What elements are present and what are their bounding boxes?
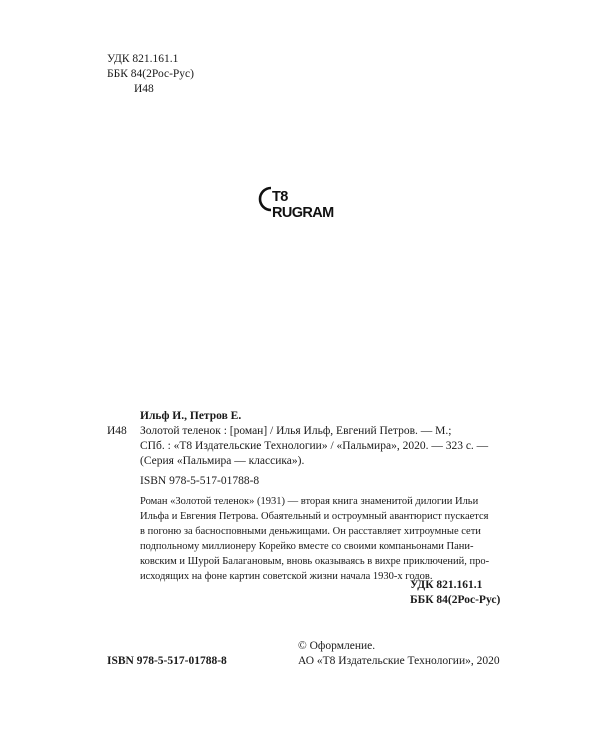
catalog-author-mark: И48 [107,425,127,437]
header-udk: УДК 821.161.1 [107,53,179,65]
header-bbk: ББК 84(2Рос-Рус) [107,68,194,80]
annotation [140,494,489,584]
catalog-isbn: ISBN 978-5-517-01788-8 [140,475,260,487]
footer-isbn: ISBN 978-5-517-01788-8 [107,655,227,667]
annotation-line: подпольному миллионеру Корейко вместе со своими компаньонами Пани- [140,541,474,552]
annotation-line: в погоню за басносповными деньжищами. Он расставляет хитроумные сети [140,526,481,537]
annotation-line: Ильфа и Евгения Петрова. Обаятельный и остроумный авантюрист пускается [140,511,489,522]
annotation-line: ковским и Шурой Балагановым, вновь оказываясь в вихре приключений, про- [140,556,490,567]
logo-text: T8 RUGRAM [272,189,334,221]
catalog-authors: Ильф И., Петров Е. [140,410,242,422]
publisher-logo [258,184,348,221]
catalog-line-1: Золотой теленок : [роман] / Илья Ильф, Евгений Петров. — М.; [140,425,452,437]
annotation-line: Роман «Золотой теленок» (1931) — вторая книга знаменитой дилогии Ильи [140,496,479,507]
catalog-line-2: СПб. : «Т8 Издательские Технологии» / «Пальмира», 2020. — 323 с. — [140,440,489,452]
copyright-line-1: © Оформление. [298,640,376,652]
copyright-line-2: АО «Т8 Издательские Технологии», 2020 [298,655,500,667]
classification-bbk: ББК 84(2Рос-Рус) [410,594,501,606]
classification-udk: УДК 821.161.1 [410,579,483,591]
annotation-line: исходящих на фоне картин советской жизни начала 1930-х годов. [140,571,433,582]
header-author-mark: И48 [134,83,154,95]
catalog-line-3: (Серия «Пальмира — классика»). [140,455,305,467]
